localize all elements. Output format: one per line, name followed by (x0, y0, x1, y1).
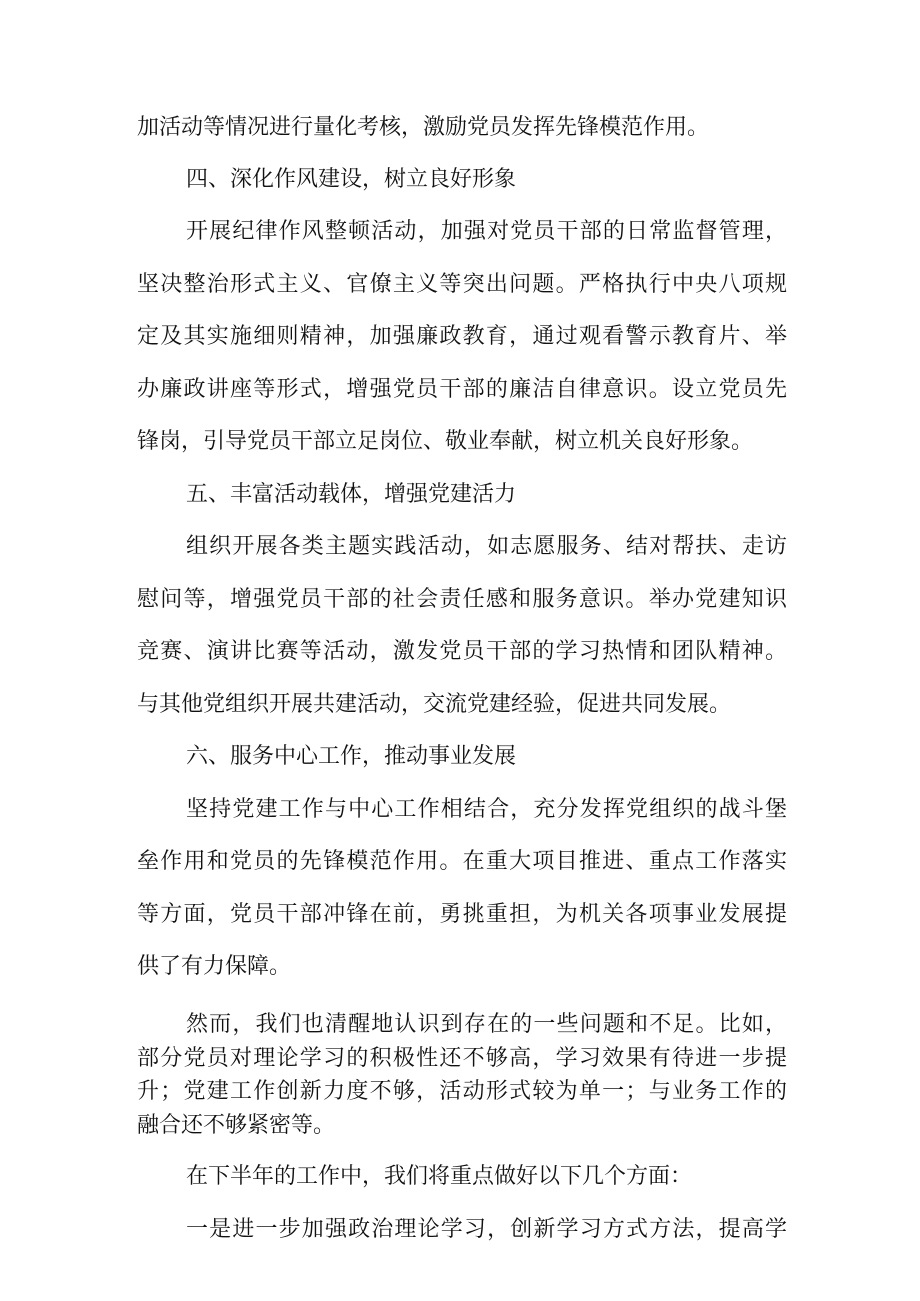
paragraph-line: 一是进一步加强政治理论学习，创新学习方式方法，提高学 (186, 1217, 787, 1242)
paragraph-line: 组织开展各类主题实践活动，如志愿服务、结对帮扶、走访 (186, 534, 787, 559)
section-heading: 四、深化作风建设，树立良好形象 (186, 167, 517, 192)
paragraph-line: 开展纪律作风整顿活动，加强对党员干部的日常监督管理， (186, 219, 787, 244)
paragraph-line: 办廉政讲座等形式，增强党员干部的廉洁自律意识。设立党员先 (137, 377, 787, 402)
paragraph-line: 坚决整治形式主义、官僚主义等突出问题。严格执行中央八项规 (137, 272, 787, 297)
paragraph-line: 然而，我们也清醒地认识到存在的一些问题和不足。比如， (186, 1012, 787, 1037)
paragraph-line: 升；党建工作创新力度不够，活动形式较为单一；与业务工作的 (137, 1079, 787, 1104)
paragraph-line: 与其他党组织开展共建活动，交流党建经验，促进共同发展。 (137, 692, 732, 717)
paragraph-line: 等方面，党员干部冲锋在前，勇挑重担，为机关各项事业发展提 (137, 902, 787, 927)
paragraph-line: 坚持党建工作与中心工作相结合，充分发挥党组织的战斗堡 (186, 797, 787, 822)
paragraph-line: 部分党员对理论学习的积极性还不够高，学习效果有待进一步提 (137, 1046, 787, 1071)
section-heading: 五、丰富活动载体，增强党建活力 (186, 482, 517, 507)
paragraph-line: 竞赛、演讲比赛等活动，激发党员干部的学习热情和团队精神。 (137, 639, 787, 664)
paragraph-line: 慰问等，增强党员干部的社会责任感和服务意识。举办党建知识 (137, 587, 787, 612)
section-heading: 六、服务中心工作，推动事业发展 (186, 744, 517, 769)
paragraph-line: 加活动等情况进行量化考核，激励党员发挥先锋模范作用。 (137, 115, 710, 140)
paragraph-line: 定及其实施细则精神，加强廉政教育，通过观看警示教育片、举 (137, 324, 787, 349)
paragraph-line: 锋岗，引导党员干部立足岗位、敬业奉献，树立机关良好形象。 (137, 429, 754, 454)
paragraph-line: 垒作用和党员的先锋模范作用。在重大项目推进、重点工作落实 (137, 849, 787, 874)
paragraph-line: 融合还不够紧密等。 (137, 1113, 336, 1138)
paragraph-line: 供了有力保障。 (137, 954, 292, 979)
paragraph-line: 在下半年的工作中，我们将重点做好以下几个方面： (186, 1164, 693, 1189)
